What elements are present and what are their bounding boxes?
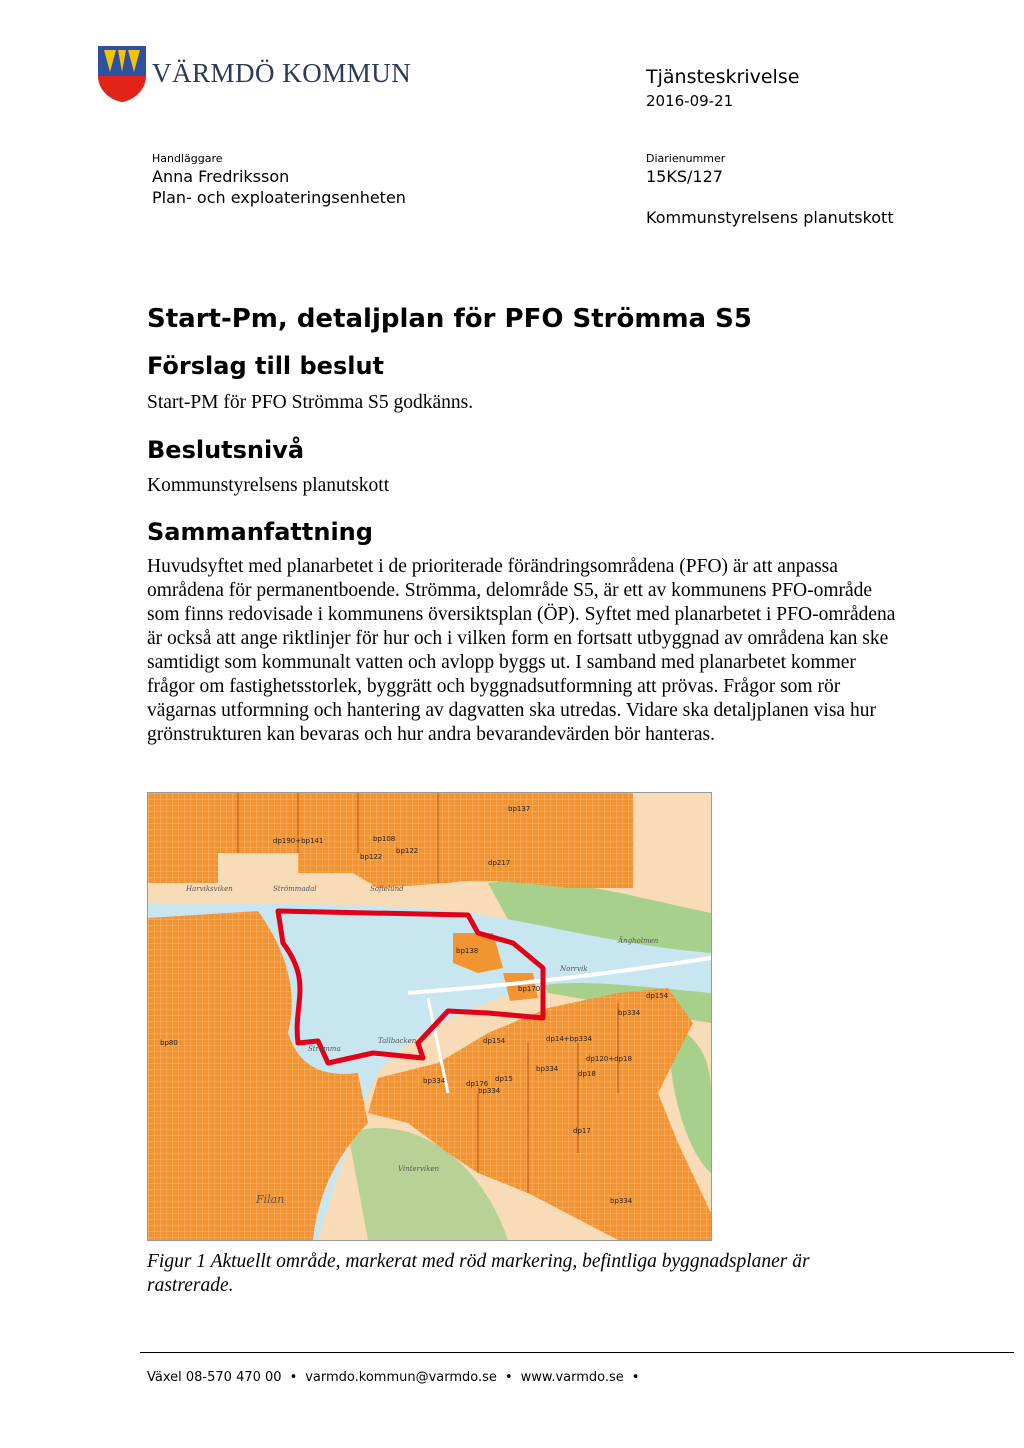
map-label-bp334a: bp334 [618, 1009, 641, 1017]
map-label-dp15: dp15 [495, 1075, 513, 1083]
map-label-bp138: bp138 [456, 947, 479, 955]
handlaggare-unit: Plan- och exploateringsenheten [152, 188, 406, 207]
map-label-bp137: bp137 [508, 805, 531, 813]
handlaggare-name: Anna Fredriksson [152, 167, 290, 186]
map-label-bp334b: bp334 [536, 1065, 559, 1073]
document-type: Tjänsteskrivelse [646, 66, 800, 88]
footer [147, 1370, 647, 1385]
map-label-dp190: dp190+bp141 [273, 837, 324, 845]
handlaggare-label: Handläggare [152, 152, 223, 165]
map-label-dp18: dp18 [578, 1070, 596, 1078]
document-date: 2016-09-21 [646, 92, 734, 110]
svg-text:Harviksviken: Harviksviken [186, 885, 233, 893]
footer-bullet: • [289, 1370, 298, 1385]
map-graphic [148, 793, 711, 1240]
logo-text: VÄRMDÖ KOMMUN [152, 58, 412, 88]
plan-map [147, 792, 712, 1241]
footer-bullet: • [631, 1370, 640, 1385]
forslag-heading: Förslag till beslut [147, 352, 385, 380]
svg-text:Ängholmen: Ängholmen [618, 937, 659, 945]
svg-text:Strömma: Strömma [308, 1045, 341, 1053]
sammanfattning-text: Huvudsyftet med planarbetet i de prioriterade förändringsområdena (PFO) är att anpassa områdena för permanentboende. Strömma, delområde S5, är ett av kommunens PFO-område som finns redovisade i kommunens översiktsplan (ÖP). Syftet med planarbetet i PFO-områdena är också att ange riktlinjer för hur och i vilken form en fortsatt utbyggnad av områdena kan ske samtidigt som kommunalt vatten och avlopp byggs ut. I samband med planarbetet kommer frågor om fastighetsstorlek, byggrätt och byggnadsutformning att prövas. Frågor som rör vägarnas utformning och hantering av dagvatten ska utredas. Vidare ska detaljplanen visa hur grönstrukturen kan bevaras och hur andra bevarandevärden bör hanteras. [147, 556, 896, 745]
footer-bullet: • [504, 1370, 513, 1385]
map-label-dp14: dp14+bp334 [546, 1035, 592, 1043]
map-label-dp120: dp120+dp18 [586, 1055, 632, 1063]
map-label-dp17: dp17 [573, 1127, 591, 1135]
map-label-bp334d: bp334 [478, 1087, 501, 1095]
diarie-number: 15KS/127 [646, 167, 723, 186]
coat-of-arms-icon [96, 44, 148, 104]
sammanfattning-heading: Sammanfattning [147, 518, 373, 546]
svg-text:Filan: Filan [256, 1193, 285, 1206]
map-label-bp122b: bp122 [396, 847, 419, 855]
svg-text:Norrvik: Norrvik [560, 965, 588, 973]
svg-text:Strömmadal: Strömmadal [273, 885, 317, 893]
map-label-bp334e: bp334 [610, 1197, 633, 1205]
footer-phone: Växel 08-570 470 00 [147, 1370, 282, 1385]
map-label-dp154a: dp154 [646, 992, 669, 1000]
figure-caption: Figur 1 Aktuellt område, markerat med röd markering, befintliga byggnadsplaner är rastrerade. [147, 1251, 810, 1296]
forslag-text: Start-PM för PFO Strömma S5 godkänns. [147, 392, 474, 413]
footer-email[interactable]: varmdo.kommun@varmdo.se [305, 1370, 497, 1385]
map-label-bp170: bp170 [518, 985, 541, 993]
diarie-label: Diarienummer [646, 152, 726, 165]
map-label-bp108: bp108 [373, 835, 396, 843]
map-label-bp80: bp80 [160, 1039, 178, 1047]
footer-divider [140, 1352, 1014, 1353]
niva-heading: Beslutsnivå [147, 436, 305, 464]
footer-web[interactable]: www.varmdo.se [520, 1370, 624, 1385]
niva-text: Kommunstyrelsens planutskott [147, 475, 390, 496]
svg-text:Tallbacken: Tallbacken [378, 1037, 417, 1045]
svg-text:Sofielund: Sofielund [370, 885, 404, 893]
municipality-logo [96, 44, 412, 104]
map-label-dp176: dp176 [466, 1080, 489, 1088]
svg-text:Vinterviken: Vinterviken [398, 1165, 440, 1173]
map-label-dp217: dp217 [488, 859, 511, 867]
page-title: Start-Pm, detaljplan för PFO Strömma S5 [147, 304, 752, 334]
map-label-dp154b: dp154 [483, 1037, 506, 1045]
map-label-bp334c: bp334 [423, 1077, 446, 1085]
recipient: Kommunstyrelsens planutskott [646, 208, 894, 227]
map-label-bp122a: bp122 [360, 853, 383, 861]
